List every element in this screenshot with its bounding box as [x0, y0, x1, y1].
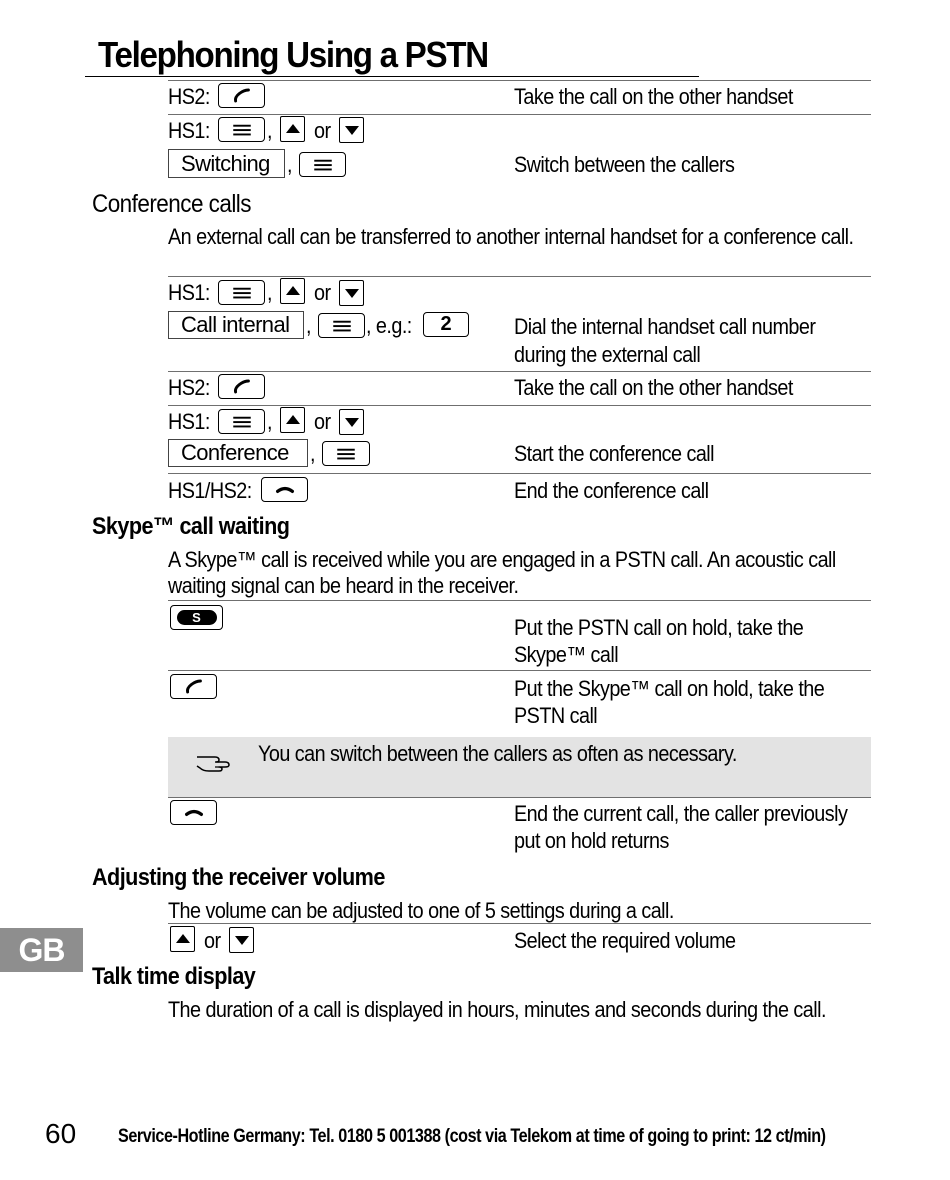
- hs2-label: HS2:: [168, 375, 210, 400]
- skype-end-desc: End the current call, the caller previously put on hold returns: [514, 801, 848, 853]
- skype-key-label: S: [192, 610, 201, 625]
- down-key: [339, 117, 364, 143]
- up-key: [170, 926, 195, 952]
- note-text: You can switch between the callers as often as necessary.: [258, 741, 737, 766]
- call-answer-key: [170, 674, 217, 699]
- talk-time-intro: The duration of a call is displayed in hours, minutes and seconds during the call.: [168, 997, 826, 1022]
- skype-hold-pstn-desc: Put the PSTN call on hold, take the Skype™ call: [514, 615, 804, 667]
- table-divider: [168, 473, 871, 474]
- down-key: [339, 280, 364, 306]
- menu-key: [322, 441, 370, 466]
- arrow-up-icon: [285, 123, 301, 135]
- switching-row1-desc: Take the call on the other handset: [514, 84, 793, 109]
- down-key: [339, 409, 364, 435]
- conference-take-desc: Take the call on the other handset: [514, 375, 793, 400]
- up-key: [280, 278, 305, 304]
- call-answer-key: [218, 83, 265, 108]
- menu-icon: [231, 415, 253, 429]
- comma: ,: [287, 152, 292, 177]
- or-label: or: [314, 118, 331, 143]
- menu-key: [218, 409, 265, 434]
- table-divider: [168, 276, 871, 277]
- section-heading-conference: Conference calls: [92, 190, 251, 218]
- comma: ,: [267, 280, 272, 305]
- footer-hotline: Service-Hotline Germany: Tel. 0180 5 001388 (cost via Telekom at time of going to print: 12 ct/min): [118, 1126, 826, 1147]
- call-answer-key: [218, 374, 265, 399]
- table-divider: [168, 670, 871, 671]
- pointing-hand-icon: [195, 751, 231, 775]
- skype-key: [170, 605, 223, 630]
- page-number: 60: [45, 1118, 77, 1149]
- call-answer-icon: [231, 87, 253, 104]
- menu-key: [218, 117, 265, 142]
- hs1-label: HS1:: [168, 118, 210, 143]
- table-divider: [168, 371, 871, 372]
- title-underline: [85, 76, 699, 77]
- menu-icon: [231, 286, 253, 300]
- softkey-switching: Switching: [168, 149, 285, 178]
- menu-key: [299, 152, 346, 177]
- call-answer-icon: [183, 678, 205, 695]
- volume-intro: The volume can be adjusted to one of 5 settings during a call.: [168, 898, 674, 923]
- table-divider: [168, 405, 871, 406]
- switching-row2-desc: Switch between the callers: [514, 152, 735, 177]
- table-divider: [168, 114, 871, 115]
- hs1hs2-label: HS1/HS2:: [168, 478, 252, 503]
- up-key: [280, 116, 305, 142]
- or-label: or: [314, 280, 331, 305]
- language-tab: GB: [0, 928, 83, 972]
- comma: ,: [267, 118, 272, 143]
- arrow-down-icon: [344, 287, 360, 299]
- arrow-down-icon: [344, 124, 360, 136]
- conference-end-desc: End the conference call: [514, 478, 709, 503]
- eg-label: , e.g.:: [366, 313, 412, 338]
- down-key: [229, 927, 254, 953]
- arrow-up-icon: [285, 414, 301, 426]
- table-divider: [168, 923, 871, 924]
- section-heading-talk-time: Talk time display: [92, 963, 256, 990]
- softkey-conference: Conference: [168, 439, 308, 467]
- section-heading-volume: Adjusting the receiver volume: [92, 864, 385, 891]
- or-label: or: [204, 928, 221, 953]
- menu-icon: [312, 158, 334, 172]
- comma: ,: [306, 313, 311, 338]
- or-label: or: [314, 409, 331, 434]
- conference-start-desc: Start the conference call: [514, 441, 715, 466]
- table-divider: [168, 600, 871, 601]
- comma: ,: [310, 441, 315, 466]
- skype-hold-skype-desc: Put the Skype™ call on hold, take the PSTN call: [514, 676, 825, 728]
- arrow-up-icon: [175, 933, 191, 945]
- menu-icon: [335, 447, 357, 461]
- menu-icon: [231, 123, 253, 137]
- softkey-call-internal: Call internal: [168, 311, 304, 339]
- call-end-icon: [183, 806, 205, 819]
- arrow-down-icon: [234, 934, 250, 946]
- skype-intro: A Skype™ call is received while you are engaged in a PSTN call. An acoustic call waiting signal can be heard in the receiver.: [168, 547, 836, 598]
- section-heading-skype: Skype™ call waiting: [92, 513, 290, 540]
- conference-intro: An external call can be transferred to another internal handset for a conference call.: [168, 224, 854, 249]
- digit-key-2: 2: [423, 312, 469, 337]
- call-end-icon: [274, 483, 296, 496]
- call-end-key: [261, 477, 308, 502]
- hs2-label: HS2:: [168, 84, 210, 109]
- menu-icon: [331, 319, 353, 333]
- comma: ,: [267, 409, 272, 434]
- volume-desc: Select the required volume: [514, 928, 736, 953]
- hs1-label: HS1:: [168, 280, 210, 305]
- call-end-key: [170, 800, 217, 825]
- conference-dial-desc: Dial the internal handset call number during the external call: [514, 314, 816, 367]
- call-answer-icon: [231, 378, 253, 395]
- page-title: Telephoning Using a PSTN: [98, 34, 488, 75]
- up-key: [280, 407, 305, 433]
- skype-key-icon: [177, 610, 217, 625]
- hs1-label: HS1:: [168, 409, 210, 434]
- menu-key: [218, 280, 265, 305]
- arrow-up-icon: [285, 285, 301, 297]
- table-divider: [168, 80, 871, 81]
- menu-key: [318, 313, 365, 338]
- arrow-down-icon: [344, 416, 360, 428]
- table-divider: [168, 797, 871, 798]
